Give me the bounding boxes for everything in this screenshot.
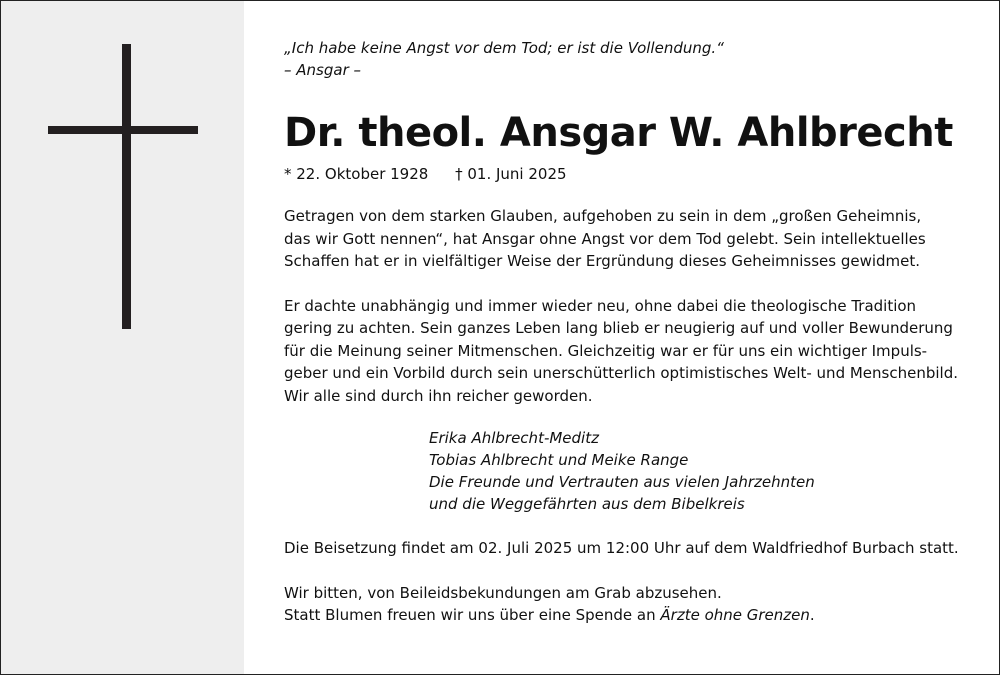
paragraph-character — [284, 295, 974, 408]
condolence-request: Wir bitten, von Beileidsbekundungen am Grab abzusehen. — [284, 583, 722, 602]
deceased-name: Dr. theol. Ansgar W. Ahlbrecht — [284, 110, 953, 156]
mourner-entry: und die Weggefährten aus dem Bibelkreis — [429, 495, 745, 513]
closing-request — [284, 582, 974, 627]
side-panel — [1, 1, 244, 674]
life-dates — [284, 163, 974, 185]
mourners-list — [429, 427, 974, 515]
paragraph-line: Schaffen hat er in vielfältiger Weise der Ergründung dieses Geheimnisses gewidmet. — [284, 252, 921, 270]
paragraph-faith — [284, 205, 974, 273]
paragraph-line: geber und ein Vorbild durch sein unerschütterlich optimistisches Welt- und Menschenbild. — [284, 364, 958, 382]
donation-request — [284, 604, 974, 627]
mourner-entry: Die Freunde und Vertrauten aus vielen Jahrzehnten — [429, 473, 815, 491]
quote-text: „Ich habe keine Angst vor dem Tod; er ist die Vollendung.“ — [284, 39, 724, 57]
cross-vertical-bar — [122, 44, 131, 329]
donation-suffix: . — [809, 606, 815, 624]
donation-prefix: Statt Blumen freuen wir uns über eine Spende an — [284, 606, 661, 624]
birth-date: * 22. Oktober 1928 — [284, 165, 429, 183]
notice-content — [284, 37, 974, 627]
quote-author: – Ansgar – — [284, 61, 361, 79]
burial-info: Die Beisetzung findet am 02. Juli 2025 um 12:00 Uhr auf dem Waldfriedhof Burbach statt. — [284, 539, 959, 557]
paragraph-line: Wir alle sind durch ihn reicher geworden. — [284, 386, 593, 405]
charity-name: Ärzte ohne Grenzen — [660, 606, 810, 624]
paragraph-line: gering zu achten. Sein ganzes Leben lang blieb er neugierig auf und voller Bewunderung — [284, 319, 953, 337]
paragraph-line: Getragen von dem starken Glauben, aufgehoben zu sein in dem „großen Geheimnis, — [284, 207, 922, 225]
mourner-entry: Erika Ahlbrecht-Meditz — [429, 429, 599, 447]
paragraph-line: Er dachte unabhängig und immer wieder neu, ohne dabei die theologische Tradition — [284, 296, 917, 315]
paragraph-line: das wir Gott nennen“, hat Ansgar ohne Angst vor dem Tod gelebt. Sein intellektuelles — [284, 229, 926, 248]
paragraph-line: für die Meinung seiner Mitmenschen. Gleichzeitig war er für uns ein wichtiger Impuls- — [284, 341, 928, 360]
cross-horizontal-bar — [48, 126, 198, 134]
mourner-entry: Tobias Ahlbrecht und Meike Range — [429, 451, 689, 469]
death-date: † 01. Juni 2025 — [455, 165, 567, 183]
